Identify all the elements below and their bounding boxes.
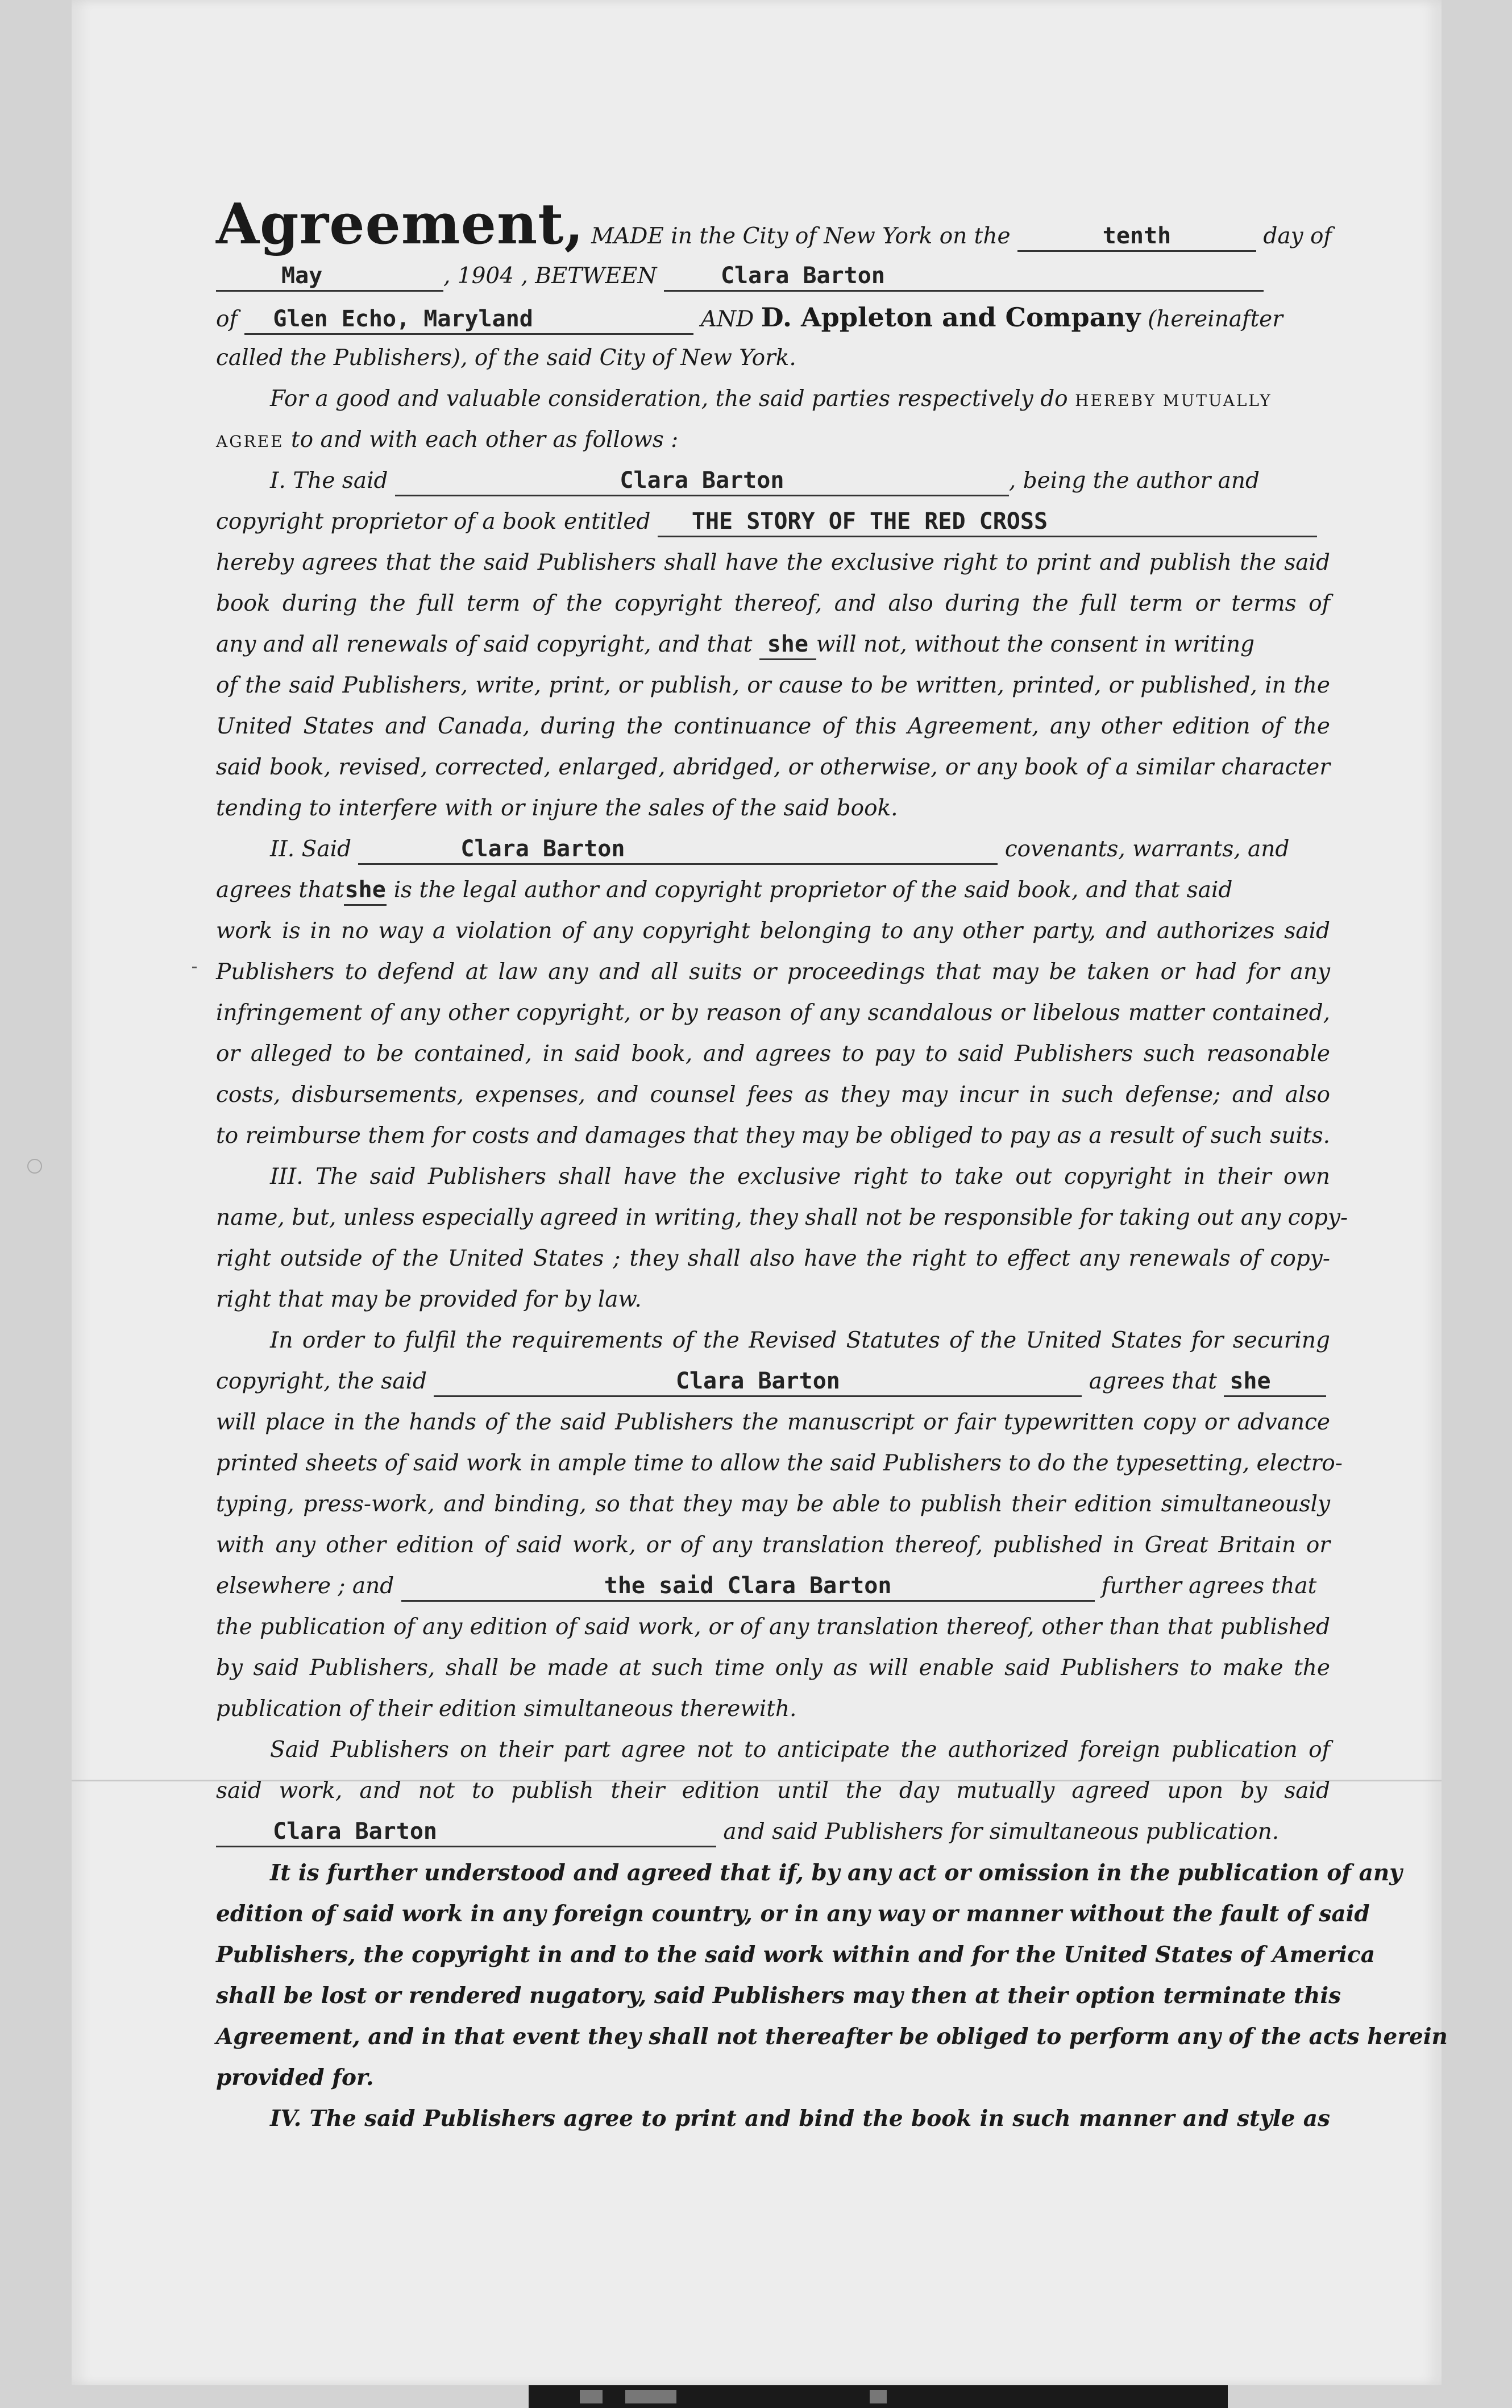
- s2-agrees: agrees that: [216, 877, 344, 903]
- foreign-line-6: provided for.: [216, 2065, 374, 2091]
- s4-author-field: [434, 1367, 1082, 1397]
- section-2-line-6: or alleged to be contained, in said book, and agrees to pay to said Publishers such reasonable: [216, 1041, 1330, 1067]
- agreement-text: [216, 192, 1448, 2139]
- s2-pronoun-field: [344, 876, 387, 906]
- year-text: , 1904 , BETWEEN: [443, 263, 657, 289]
- statutes-line-6: with any other edition of said work, or of any translation thereof, published in Great Britain or: [216, 1532, 1330, 1558]
- party-name: Clara Barton: [720, 263, 885, 289]
- day-of-text: day of: [1263, 223, 1332, 249]
- section-3-line-2: name, but, unless especially agreed in writing, they shall not be responsible for taking out any copy-: [216, 1205, 1348, 1230]
- party-field: [664, 262, 1264, 292]
- s1-renewals: any and all renewals of said copyright, and that: [216, 632, 753, 657]
- scan-edge-segment: [580, 2390, 603, 2403]
- s4-pronoun: she: [1229, 1368, 1271, 1394]
- statutes-line-10: publication of their edition simultaneous therewith.: [216, 1696, 797, 1722]
- section-2-line-1: [216, 829, 1330, 870]
- publishers-line: called the Publishers), of the said City of New York.: [216, 345, 796, 371]
- place-value: Glen Echo, Maryland: [273, 306, 533, 332]
- place-field: [244, 305, 693, 335]
- month-field: [216, 262, 443, 292]
- author-field: [395, 466, 1009, 496]
- publisher-name: D. Appleton and Company: [761, 302, 1141, 333]
- hereinafter-text: (hereinafter: [1148, 306, 1283, 332]
- agree-text: AGREE: [216, 432, 284, 451]
- s5-author-field: [216, 1817, 716, 1847]
- foreign-line-3: Publishers, the copyright in and to the said work within and for the United States of America: [216, 1942, 1376, 1968]
- book-title: THE STORY OF THE RED CROSS: [691, 508, 1048, 534]
- section-2-line-5: infringement of any other copyright, or by reason of any scandalous or libelous matter contained,: [216, 1000, 1330, 1026]
- hereby-mutually-text: HEREBY MUTUALLY: [1075, 391, 1272, 410]
- section-3-line-1: III. The said Publishers shall have the exclusive right to take out copyright in their own: [270, 1164, 1330, 1190]
- pronoun-field: [759, 630, 816, 660]
- simultaneous-line-1: Said Publishers on their part agree not to anticipate the authorized foreign publication of: [270, 1737, 1330, 1763]
- foreign-line-2: edition of said work in any foreign country, or in any way or manner without the fault of said: [216, 1901, 1370, 1927]
- scan-edge-segment: [625, 2390, 676, 2403]
- follows-text: to and with each other as follows :: [290, 427, 679, 453]
- section-1-line-6: of the said Publishers, write, print, or publish, or cause to be written, printed, or published, in the: [216, 673, 1330, 698]
- statutes-line-1: In order to fulfil the requirements of the Revised Statutes of the United States for securing: [270, 1328, 1330, 1353]
- made-in-text: MADE in the City of New York on the: [591, 223, 1011, 249]
- section-2-line-3: work is in no way a violation of any copyright belonging to any other party, and authorizes said: [216, 918, 1330, 944]
- section-1-line-9: tending to interfere with or injure the sales of the said book.: [216, 795, 898, 821]
- section-3-line-4: right that may be provided for by law.: [216, 1287, 642, 1312]
- s4-elsewhere: elsewhere ; and: [216, 1573, 394, 1599]
- section-1-line-4: book during the full term of the copyright thereof, and also during the full term or terms of: [216, 591, 1330, 616]
- and-text: AND: [700, 306, 754, 332]
- foreign-line-1: It is further understood and agreed that if, by any act or omission in the publication of any: [270, 1860, 1402, 1886]
- s1-consent: will not, without the consent in writing: [816, 632, 1255, 657]
- s2-covenants: covenants, warrants, and: [1004, 836, 1290, 862]
- section-1-line-7: United States and Canada, during the continuance of this Agreement, any other edition of the: [216, 714, 1330, 739]
- statutes-line-4: printed sheets of said work in ample time to allow the said Publishers to do the typesetting, electro-: [216, 1450, 1343, 1476]
- heading-line: [216, 193, 1330, 256]
- s2-legal-author: is the legal author and copyright proprietor of the said book, and that said: [393, 877, 1233, 903]
- scan-edge-segment: [870, 2390, 887, 2403]
- margin-mark: [192, 967, 197, 968]
- s2-author-field: [358, 835, 998, 865]
- section-1-line-1: [216, 461, 1330, 502]
- scan-edge-bar: [529, 2385, 1228, 2408]
- s4-further-agrees: further agrees that: [1102, 1573, 1317, 1599]
- s1-being: , being the author and: [1008, 468, 1260, 494]
- consideration-line: [216, 379, 1330, 420]
- statutes-line-8: the publication of any edition of said work, or of any translation thereof, other than that published: [216, 1614, 1330, 1640]
- s2-author-name: Clara Barton: [460, 836, 625, 862]
- s2-said: II. Said: [270, 836, 352, 862]
- s4-author-name: Clara Barton: [675, 1368, 840, 1394]
- statutes-line-9: by said Publishers, shall be made at such time only as will enable said Publishers to make the: [216, 1655, 1330, 1681]
- section-1-line-8: said book, revised, corrected, enlarged, abridged, or otherwise, or any book of a similar character: [216, 755, 1330, 780]
- simultaneous-line-3: [216, 1812, 1330, 1852]
- section-1-line-3: hereby agrees that the said Publishers shall have the exclusive right to print and publish the said: [216, 550, 1330, 575]
- s4-further-field: [401, 1572, 1095, 1602]
- section-1-line-5: [216, 624, 1330, 665]
- section-1-line-2: [216, 502, 1330, 542]
- s1-copyright: copyright proprietor of a book entitled: [216, 509, 651, 534]
- statutes-line-5: typing, press-work, and binding, so that they may be able to publish their edition simultaneously: [216, 1491, 1330, 1517]
- day-value: tenth: [1102, 223, 1172, 249]
- statutes-line-7: [216, 1566, 1330, 1607]
- author-name: Clara Barton: [620, 467, 784, 494]
- s4-copyright-said: copyright, the said: [216, 1369, 427, 1394]
- foreign-line-4: shall be lost or rendered nugatory, said Publishers may then at their option terminate this: [216, 1983, 1341, 2009]
- consideration-text: For a good and valuable consideration, the said parties respectively do: [270, 386, 1068, 412]
- section-2-line-2: [216, 870, 1330, 911]
- section-2-line-4: Publishers to defend at law any and all suits or proceedings that may be taken or had for any: [216, 959, 1330, 985]
- s4-further-name: the said Clara Barton: [604, 1573, 892, 1599]
- punch-hole: [27, 1159, 42, 1174]
- s1-said: I. The said: [270, 468, 388, 494]
- document-title: Agreement,: [216, 192, 584, 257]
- agree-line: [216, 420, 1330, 461]
- s5-author-name: Clara Barton: [273, 1818, 437, 1845]
- section-2-line-7: costs, disbursements, expenses, and counsel fees as they may incur in such defense; and also: [216, 1082, 1330, 1108]
- s2-pronoun: she: [344, 877, 386, 903]
- statutes-line-3: will place in the hands of the said Publishers the manuscript or fair typewritten copy or advance: [216, 1410, 1330, 1435]
- section-2-line-8: to reimburse them for costs and damages that they may be obliged to pay as a result of such suits.: [216, 1123, 1330, 1149]
- month-value: May: [281, 263, 323, 289]
- foreign-line-5: Agreement, and in that event they shall not thereafter be obliged to perform any of the acts herein: [216, 2024, 1448, 2050]
- s4-agrees-that: agrees that: [1089, 1369, 1217, 1394]
- simultaneous-line-2: said work, and not to publish their edition until the day mutually agreed upon by said: [216, 1778, 1330, 1804]
- s4-pronoun-field: [1224, 1367, 1326, 1397]
- day-field: [1017, 222, 1256, 252]
- book-title-field: [658, 507, 1317, 537]
- s5-simultaneous: and said Publishers for simultaneous publication.: [723, 1819, 1280, 1845]
- place-publisher-line: [216, 297, 1330, 338]
- date-parties-line: [216, 256, 1330, 297]
- section-4-line-1: IV. The said Publishers agree to print and bind the book in such manner and style as: [270, 2106, 1330, 2132]
- section-3-line-3: right outside of the United States ; they shall also have the right to effect any renewals of copy-: [216, 1246, 1330, 1271]
- pronoun-value: she: [767, 631, 808, 657]
- statutes-line-2: [216, 1361, 1330, 1402]
- of-text: of: [216, 306, 238, 332]
